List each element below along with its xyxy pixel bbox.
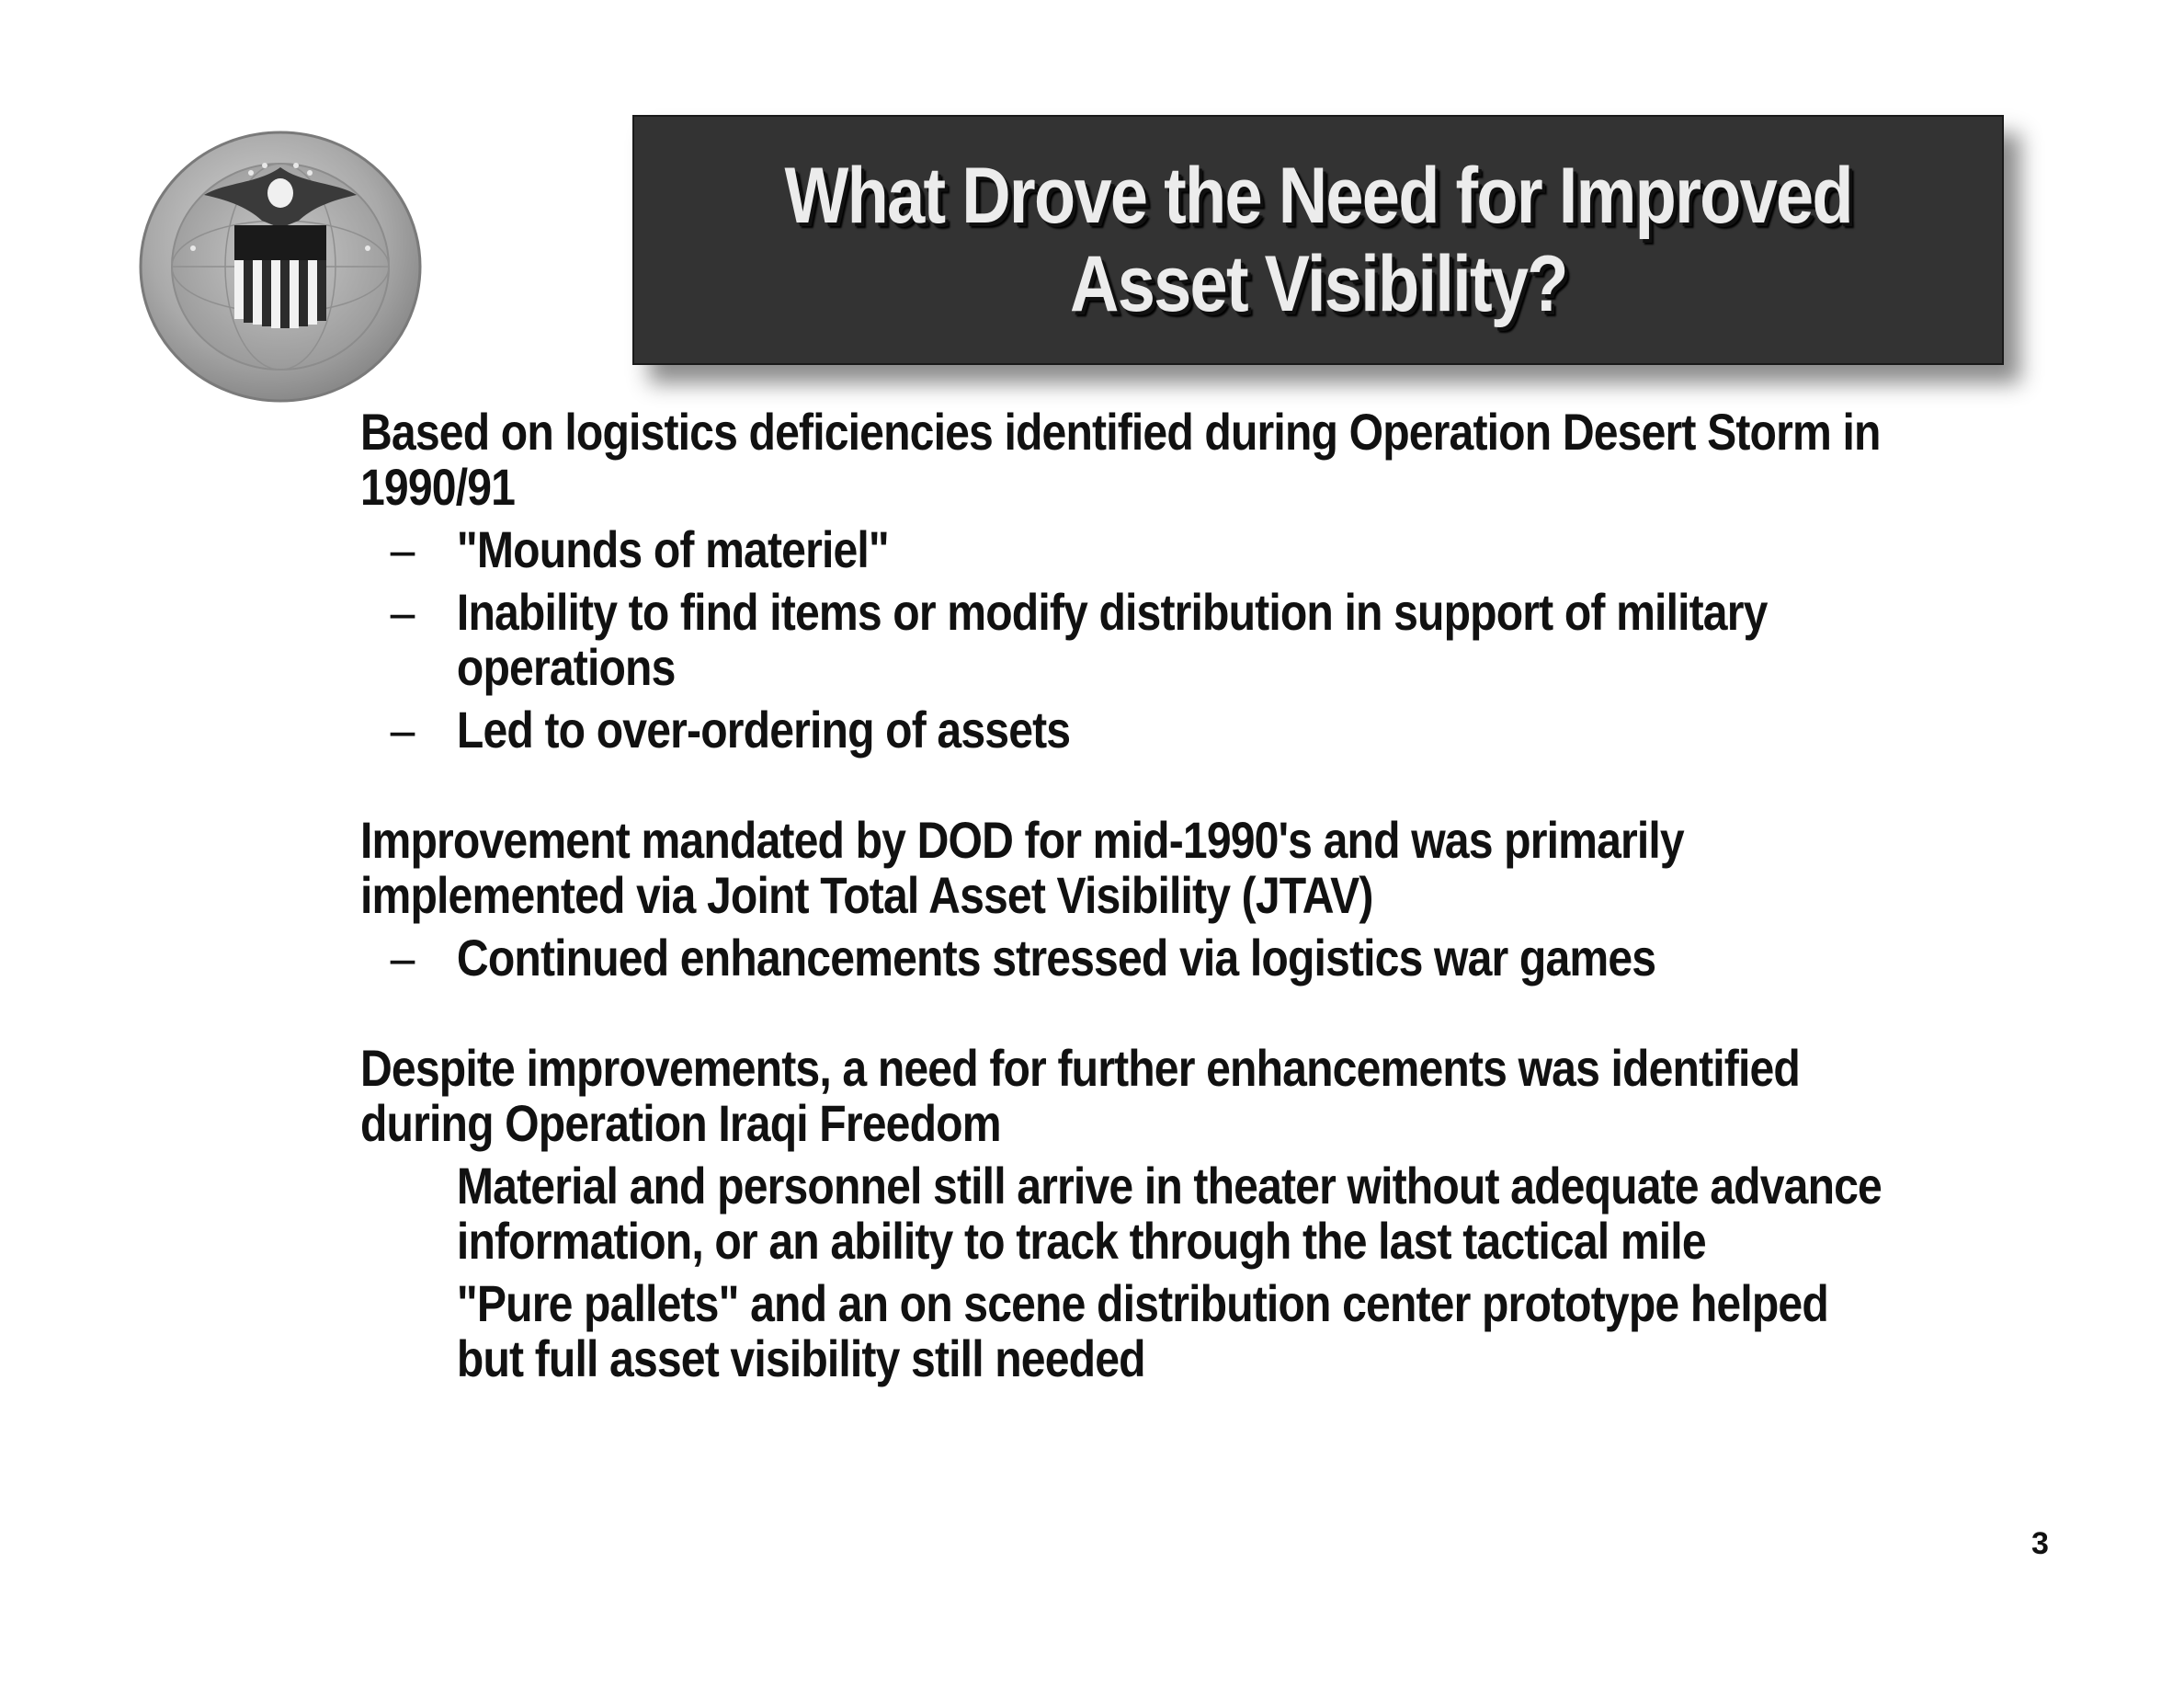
bullet-item <box>360 702 1983 758</box>
bullet-line: Inability to find items or modify distribution in support of military <box>456 583 1768 641</box>
paragraph-line: 1990/91 <box>360 458 516 516</box>
dash-marker: – <box>390 520 415 578</box>
bullet-line: "Mounds of materiel" <box>456 520 889 578</box>
bullet-item <box>360 522 1983 577</box>
paragraph-line: Despite improvements, a need for further enhancements was identified <box>360 1039 1800 1097</box>
slide-title-line-1: What Drove the Need for Improved <box>784 152 1852 240</box>
page-number: 3 <box>2031 1526 2049 1561</box>
bullet-item <box>360 930 1983 986</box>
bullet-line: Led to over-ordering of assets <box>456 701 1071 758</box>
agency-seal-logo <box>138 129 423 405</box>
bullet-line: "Pure pallets" and an on scene distribution center prototype helped <box>456 1274 1828 1332</box>
slide-title-line-2: Asset Visibility? <box>1069 240 1567 328</box>
dash-marker: – <box>390 583 415 641</box>
bullet-line: Continued enhancements stressed via logistics war games <box>456 929 1656 987</box>
paragraph-desert-storm <box>360 405 1989 515</box>
bullet-item <box>360 585 1983 695</box>
paragraph-line: during Operation Iraqi Freedom <box>360 1094 1001 1152</box>
paragraph-line: Improvement mandated by DOD for mid-1990's and was primarily <box>360 811 1684 869</box>
paragraph-iraqi-freedom <box>360 1041 1989 1151</box>
paragraph-line: implemented via Joint Total Asset Visibility (JTAV) <box>360 866 1373 924</box>
bullet-item <box>360 1276 1983 1386</box>
dash-marker: – <box>390 929 415 987</box>
slide-body <box>360 405 2015 1386</box>
dash-marker: – <box>390 701 415 758</box>
bullet-line: Material and personnel still arrive in theater without adequate advance <box>456 1157 1882 1215</box>
paragraph-jtav <box>360 813 1989 923</box>
bullet-line: information, or an ability to track through the last tactical mile <box>456 1212 1706 1270</box>
bullet-line: but full asset visibility still needed <box>456 1329 1145 1387</box>
slide-title-box <box>632 115 2004 365</box>
bullet-line: operations <box>456 638 676 696</box>
paragraph-line: Based on logistics deficiencies identified during Operation Desert Storm in <box>360 403 1881 461</box>
bullet-item <box>360 1158 1983 1269</box>
